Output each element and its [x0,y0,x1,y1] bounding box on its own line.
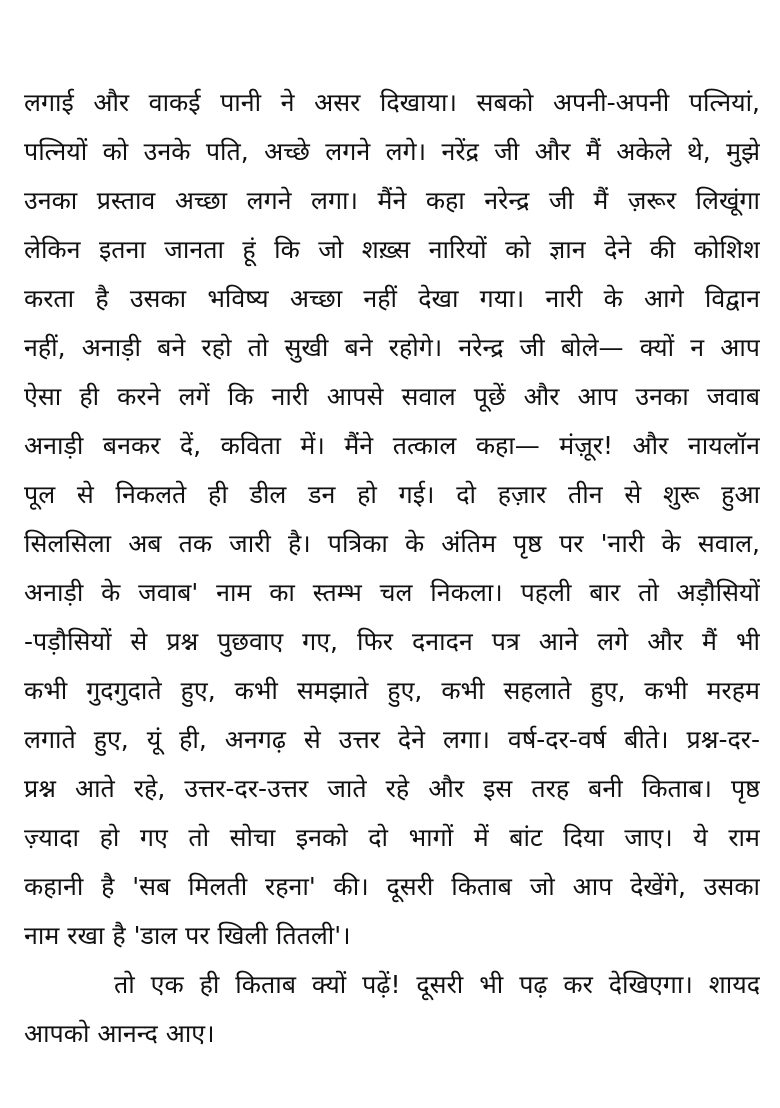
text-line: पूल से निकलते ही डील डन हो गई। दो हज़ार तीन से शुरू हुआ [24,480,760,509]
text-line: लेकिन इतना जानता हूं कि जो शख़्स नारियों को ज्ञान देने की कोशिश [24,235,760,264]
document-page [24,78,760,1058]
text-line: ज़्यादा हो गए तो सोचा इनको दो भागों में बांट दिया जाए। ये राम [24,823,760,852]
text-line: तो एक ही किताब क्यों पढ़ें! दूसरी भी पढ़ कर देखिएगा। शायद [114,970,760,999]
paragraph-2 [24,960,760,1058]
text-line: प्रश्न आते रहे, उत्तर-दर-उत्तर जाते रहे और इस तरह बनी किताब। पृष्ठ [24,774,760,803]
text-line: लगाते हुए, यूं ही, अनगढ़ से उत्तर देने लगा। वर्ष-दर-वर्ष बीते। प्रश्न-दर- [24,725,760,754]
text-line: सिलसिला अब तक जारी है। पत्रिका के अंतिम पृष्ठ पर 'नारी के सवाल, [24,529,760,558]
text-line: अनाड़ी के जवाब' नाम का स्तम्भ चल निकला। पहली बार तो अड़ौसियों [24,578,760,607]
text-line: करता है उसका भविष्य अच्छा नहीं देखा गया। नारी के आगे विद्वान [24,284,760,313]
text-line: कभी गुदगुदाते हुए, कभी समझाते हुए, कभी सहलाते हुए, कभी मरहम [24,676,760,705]
text-line: उनका प्रस्ताव अच्छा लगने लगा। मैंने कहा नरेन्द्र जी मैं ज़रूर लिखूंगा [24,186,760,215]
text-line: नहीं, अनाड़ी बने रहो तो सुखी बने रहोगे। नरेन्द्र जी बोले— क्यों न आप [24,333,760,362]
text-line: लगाई और वाकई पानी ने असर दिखाया। सबको अपनी-अपनी पत्नियां, [24,88,760,117]
text-line: कहानी है 'सब मिलती रहना' की। दूसरी किताब जो आप देखेंगे, उसका [24,872,760,901]
text-line: नाम रखा है 'डाल पर खिली तितली'। [24,921,351,950]
text-line: -पड़ौसियों से प्रश्न पुछवाए गए, फिर दनादन पत्र आने लगे और मैं भी [24,627,760,656]
text-line: ऐसा ही करने लगें कि नारी आपसे सवाल पूछें और आप उनका जवाब [24,382,760,411]
paragraph-1 [24,78,760,960]
text-line: पत्नियों को उनके पति, अच्छे लगने लगे। नरेंद्र जी और मैं अकेले थे, मुझे [24,137,760,166]
text-line: आपको आनन्द आए। [24,1019,215,1048]
text-line: अनाड़ी बनकर दें, कविता में। मैंने तत्काल कहा— मंज़ूर! और नायलॉन [24,431,760,460]
